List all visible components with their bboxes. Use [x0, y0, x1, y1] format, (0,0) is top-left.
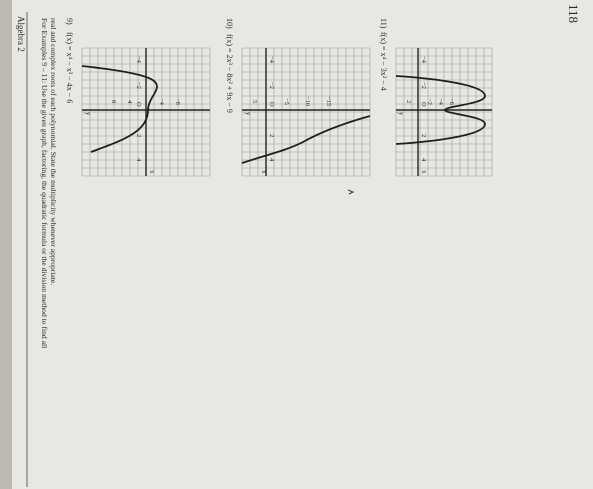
- problem-9-x-tick-2: −2: [135, 82, 142, 89]
- problem-11-x-tick-2: −2: [420, 82, 427, 89]
- problem-10-y-tick-3: −10: [304, 96, 311, 107]
- problem-9-equation: f(x) = x⁴ − x³ − 4x − 6: [65, 32, 74, 104]
- problem-11-x-tick-4: 2: [420, 134, 427, 138]
- instructions-line-2: real and complex roots of each polynomial. State the multiplicity whenever appropriate.: [49, 18, 58, 286]
- problem-11-y-tick-4: −6: [448, 98, 455, 105]
- problem-11-equation: f(x) = x⁴ − 3x² − 4: [379, 32, 388, 91]
- page-number: 118: [566, 4, 581, 24]
- problem-10-equation: f(x) = 2x³ − 8x² + 9x − 9: [225, 34, 234, 113]
- problem-10-x-tick-3: O: [268, 102, 275, 107]
- problem-11-x-tick-1: −4: [420, 56, 427, 63]
- paper-sheet: [12, 0, 593, 489]
- page-edge-shadow: [0, 0, 12, 489]
- problem-10-number: 10): [225, 18, 234, 29]
- problem-11-y-tick-1: 2: [405, 100, 412, 104]
- problem-11-y-tick-2: −2: [426, 98, 433, 105]
- problem-11-x-tick-3: O: [420, 102, 427, 107]
- problem-9-y-tick-1: 8: [110, 100, 117, 104]
- problem-9-x-tick-1: −4: [135, 56, 142, 63]
- problem-10-x-tick-4: 2: [268, 134, 275, 138]
- problem-10-y-tick-4: −15: [325, 96, 332, 107]
- problem-9-x-tick-4: 2: [135, 134, 142, 138]
- problem-9-y-axis-label: y: [84, 112, 92, 116]
- problem-9-x-tick-5: 4: [135, 158, 142, 162]
- problem-9-y-tick-4: −8: [174, 98, 181, 105]
- problem-9-number: 9): [65, 18, 74, 25]
- problem-10-y-tick-1: 5: [251, 100, 258, 104]
- problem-9-y-tick-3: −4: [158, 98, 165, 105]
- problem-11-y-tick-3: −4: [437, 98, 444, 105]
- problem-10-x-axis-label: x: [260, 170, 268, 174]
- problem-9-x-axis-label: x: [148, 170, 156, 174]
- course-label: Algebra 2: [16, 16, 26, 52]
- problem-11-y-axis-label: y: [397, 112, 405, 116]
- problem-11-number: 11): [379, 18, 388, 29]
- instructions-line-1: For Examples 9 – 11: Use the given graph, factoring, the quadratic formula or the division method to find all: [40, 18, 49, 349]
- problem-9-x-tick-3: O: [135, 102, 142, 107]
- problem-11-x-tick-5: 4: [420, 158, 427, 162]
- problem-9-y-tick-2: 4: [126, 100, 133, 104]
- problem-10-y-tick-2: −5: [283, 98, 290, 105]
- problem-11-x-axis-label: x: [420, 170, 428, 174]
- problem-10-x-tick-2: −2: [268, 82, 275, 89]
- problem-10-x-tick-1: −4: [268, 56, 275, 63]
- problem-10-x-tick-5: 4: [268, 158, 275, 162]
- problem-10-y-axis-label: y: [244, 112, 252, 116]
